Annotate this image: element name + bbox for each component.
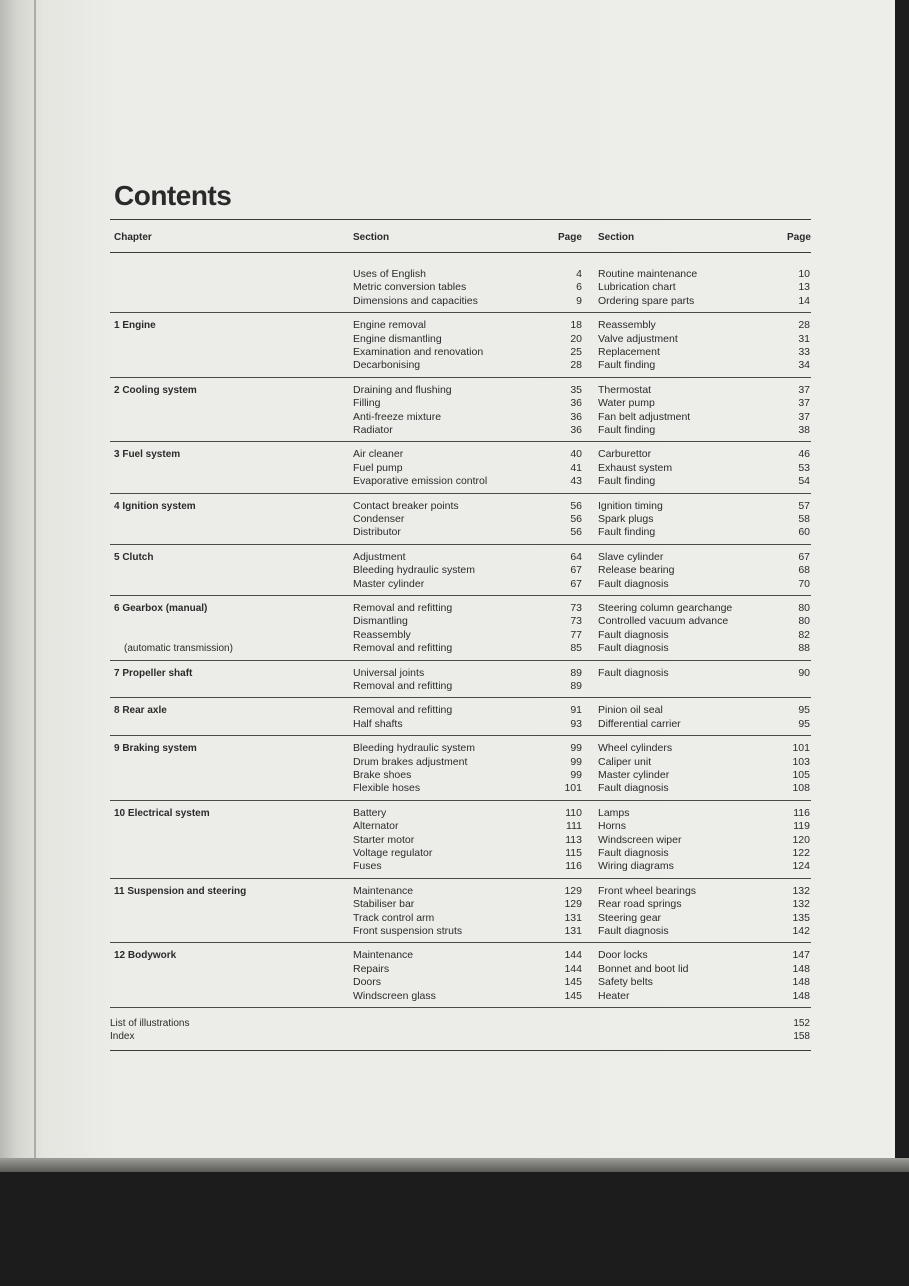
chapter-title: 5 Clutch [114, 551, 154, 563]
page-spine-shadow [34, 0, 36, 1158]
page-number: 67 [798, 550, 810, 563]
section-name: Voltage regulator [353, 846, 433, 859]
footer-page-number: 152 [793, 1017, 810, 1029]
section-name: Safety belts [598, 976, 653, 989]
page-number: 144 [564, 949, 582, 962]
page-number: 116 [565, 860, 582, 873]
page-number: 144 [564, 962, 582, 975]
page-number: 38 [798, 423, 810, 436]
page-number: 132 [792, 898, 810, 911]
page-number: 131 [564, 911, 582, 924]
section-name: Windscreen wiper [598, 833, 682, 846]
section-name: Anti-freeze mixture [353, 410, 442, 423]
footer-page-number: 158 [793, 1030, 810, 1042]
page-number: 142 [792, 924, 810, 937]
section-name: Wheel cylinders [598, 742, 673, 755]
header-page-1: Page [558, 232, 582, 243]
section-name: Fault diagnosis [598, 846, 669, 859]
section-name: Slave cylinder [598, 550, 664, 563]
section-name: Maintenance [353, 949, 414, 962]
section-name: Stabiliser bar [353, 898, 415, 911]
page-number: 145 [564, 976, 582, 989]
page-number: 129 [564, 898, 582, 911]
section-name: Fault diagnosis [598, 577, 669, 590]
page-number: 41 [570, 461, 582, 474]
section-name: Adjustment [353, 550, 406, 563]
chapter-title: 6 Gearbox (manual) [114, 602, 208, 614]
section-name: Air cleaner [353, 448, 404, 461]
page-number: 53 [798, 461, 810, 474]
page-number: 131 [564, 924, 582, 937]
chapter-title: 10 Electrical system [114, 807, 210, 819]
section-name: Dimensions and capacities [353, 294, 478, 307]
section-name: Metric conversion tables [353, 281, 467, 294]
page-number: 80 [798, 601, 810, 614]
page-number: 58 [798, 512, 810, 525]
page-number: 34 [798, 359, 810, 372]
page-number: 89 [570, 679, 582, 692]
section-name: Valve adjustment [598, 332, 678, 345]
section-name: Decarbonising [353, 359, 421, 372]
page-number: 60 [798, 526, 810, 539]
section-name: Lamps [598, 806, 630, 819]
section-name: Examination and renovation [353, 345, 484, 358]
section-name: Brake shoes [353, 768, 412, 781]
chapter-group [110, 494, 811, 545]
page-number: 105 [792, 768, 810, 781]
section-name: Steering gear [598, 911, 662, 924]
chapter-title: 4 Ignition system [114, 500, 196, 512]
page-bottom-edge [0, 1158, 909, 1172]
section-name: Windscreen glass [353, 989, 436, 1002]
page-number: 37 [798, 383, 810, 396]
page-number: 36 [570, 397, 582, 410]
page-number: 37 [798, 410, 810, 423]
section-name: Engine removal [353, 319, 426, 332]
section-name: Contact breaker points [353, 499, 459, 512]
header-page-2: Page [787, 232, 811, 243]
chapter-title: 11 Suspension and steering [114, 885, 247, 897]
page-number: 148 [792, 989, 810, 1002]
page-number: 14 [798, 294, 810, 307]
page-number: 90 [798, 666, 810, 679]
header-section-2: Section [598, 232, 635, 243]
section-name: Battery [353, 806, 387, 819]
chapter-group [110, 698, 811, 736]
section-name: Flexible hoses [353, 782, 421, 795]
page-title: Contents [114, 180, 232, 211]
section-name: Condenser [353, 512, 405, 525]
page-number: 116 [793, 806, 810, 819]
section-name: Uses of English [353, 268, 426, 280]
chapter-group [110, 253, 811, 313]
page-number: 56 [570, 526, 582, 539]
page-number: 122 [792, 846, 810, 859]
chapter-group [110, 442, 811, 493]
footer-entry: List of illustrations [110, 1017, 190, 1029]
table-footer [110, 1008, 811, 1051]
chapter-title: 1 Engine [114, 320, 156, 332]
section-name: Horns [598, 820, 627, 833]
section-name: Reassembly [598, 319, 656, 332]
page-number: 28 [798, 319, 810, 332]
page-number: 148 [792, 962, 810, 975]
section-name: Fault diagnosis [598, 628, 669, 641]
page-number: 124 [792, 860, 810, 873]
page-number: 103 [792, 755, 810, 768]
page-number: 82 [798, 628, 810, 641]
chapter-group [110, 879, 811, 944]
section-name: Distributor [353, 526, 401, 539]
section-name: Fault diagnosis [598, 782, 669, 795]
section-name: Release bearing [598, 564, 675, 577]
section-name: Filling [353, 397, 381, 410]
page-number: 145 [564, 989, 582, 1002]
page-number: 18 [570, 319, 582, 332]
section-name: Fault finding [598, 423, 656, 436]
page-number: 119 [793, 820, 810, 833]
section-name: Controlled vacuum advance [598, 615, 729, 628]
chapter-title: 3 Fuel system [114, 449, 181, 461]
page-number: 88 [798, 642, 810, 655]
section-name: Alternator [353, 820, 399, 833]
chapter-group [110, 545, 811, 596]
page-number: 35 [570, 383, 582, 396]
section-name: Lubrication chart [598, 281, 676, 294]
chapter-group [110, 378, 811, 443]
chapter-group [110, 313, 811, 378]
chapter-title: 7 Propeller shaft [114, 667, 193, 679]
page-number: 101 [564, 782, 582, 795]
section-name: Doors [353, 976, 382, 989]
page-number: 108 [792, 782, 810, 795]
section-name: Fault finding [598, 359, 656, 372]
section-name: Front wheel bearings [598, 884, 697, 897]
section-name: Routine maintenance [598, 268, 698, 280]
page-number: 113 [565, 833, 582, 846]
section-name: Thermostat [598, 383, 652, 396]
section-name: Fuel pump [353, 461, 403, 474]
section-name: Fault finding [598, 526, 656, 539]
page-number: 99 [570, 755, 582, 768]
page-number: 101 [792, 742, 810, 755]
section-name: Fan belt adjustment [598, 410, 691, 423]
page-number: 46 [798, 448, 810, 461]
section-name: Differential carrier [598, 717, 681, 730]
page-number: 70 [798, 577, 810, 590]
section-name: Universal joints [353, 666, 425, 679]
section-name: Maintenance [353, 884, 414, 897]
section-name: Front suspension struts [353, 924, 463, 937]
page-number: 132 [792, 884, 810, 897]
section-name: Master cylinder [353, 577, 425, 590]
section-name: Master cylinder [598, 768, 670, 781]
section-name: Removal and refitting [353, 642, 453, 655]
section-name: Fuses [353, 860, 382, 873]
page-number: 115 [565, 846, 582, 859]
page-number: 40 [570, 448, 582, 461]
section-name: Ordering spare parts [598, 294, 695, 307]
section-name: Ignition timing [598, 499, 663, 512]
section-name: Carburettor [598, 448, 652, 461]
page-number: 67 [570, 564, 582, 577]
page-number: 111 [566, 820, 582, 833]
page-number: 31 [798, 332, 810, 345]
page-number: 120 [792, 833, 810, 846]
section-name: Fault diagnosis [598, 642, 669, 655]
section-name: Fault diagnosis [598, 666, 669, 679]
section-name: Reassembly [353, 628, 411, 641]
page-number: 73 [570, 601, 582, 614]
table-header [110, 219, 811, 253]
page-number: 57 [798, 499, 810, 512]
page-number: 36 [570, 410, 582, 423]
page-number: 148 [792, 976, 810, 989]
chapter-group [110, 596, 811, 661]
chapter-group [110, 801, 811, 879]
page-number: 89 [570, 666, 582, 679]
chapter-groups [110, 253, 811, 1008]
section-name: Heater [598, 989, 630, 1002]
section-name: Spark plugs [598, 512, 654, 525]
section-name: Fault finding [598, 475, 656, 488]
page-number: 56 [570, 512, 582, 525]
header-section-1: Section [353, 232, 390, 243]
page-number: 99 [570, 742, 582, 755]
section-name: Wiring diagrams [598, 860, 674, 873]
page-number: 37 [798, 397, 810, 410]
page-number: 85 [570, 642, 582, 655]
chapter-group [110, 661, 811, 699]
section-name: Replacement [598, 345, 660, 358]
page-number: 56 [570, 499, 582, 512]
section-name: Radiator [353, 423, 393, 436]
page-number: 95 [798, 704, 810, 717]
page-number: 28 [570, 359, 582, 372]
section-name: Starter motor [353, 833, 415, 846]
section-name: Exhaust system [598, 461, 673, 474]
page-number: 43 [570, 475, 582, 488]
section-name: Evaporative emission control [353, 475, 488, 488]
page-number: 147 [792, 949, 810, 962]
page-number: 64 [570, 550, 582, 563]
page-number: 4 [576, 268, 582, 280]
section-name: Bleeding hydraulic system [353, 742, 475, 755]
section-name: Removal and refitting [353, 704, 453, 717]
page-number: 20 [570, 332, 582, 345]
section-name: Rear road springs [598, 898, 682, 911]
page-number: 77 [570, 628, 582, 641]
section-name: Drum brakes adjustment [353, 755, 468, 768]
page-number: 91 [570, 704, 582, 717]
footer-entry: Index [110, 1030, 135, 1042]
section-name: Water pump [598, 397, 655, 410]
page-number: 9 [576, 294, 582, 307]
page-number: 36 [570, 423, 582, 436]
page-number: 54 [798, 475, 810, 488]
page-number: 129 [564, 884, 582, 897]
page-number: 95 [798, 717, 810, 730]
section-name: Removal and refitting [353, 679, 453, 692]
page-number: 80 [798, 615, 810, 628]
header-chapter: Chapter [114, 232, 152, 243]
section-name: Removal and refitting [353, 601, 453, 614]
section-name: Dismantling [353, 615, 408, 628]
page-number: 110 [565, 806, 582, 819]
section-name: Steering column gearchange [598, 601, 733, 614]
chapter-group [110, 943, 811, 1008]
page-number: 25 [570, 345, 582, 358]
page-number [765, 680, 810, 693]
chapter-title: 8 Rear axle [114, 705, 167, 717]
page-number: 13 [798, 281, 810, 294]
section-name: Repairs [353, 962, 390, 975]
page-number: 10 [798, 268, 810, 280]
page-number: 68 [798, 564, 810, 577]
page-number: 6 [576, 281, 582, 294]
page-number: 93 [570, 717, 582, 730]
section-name: Track control arm [353, 911, 435, 924]
page-number: 99 [570, 768, 582, 781]
chapter-title: 9 Braking system [114, 743, 197, 755]
section-name: Bleeding hydraulic system [353, 564, 475, 577]
section-name: Draining and flushing [353, 383, 452, 396]
section-name: Bonnet and boot lid [598, 962, 689, 975]
page-number: 33 [798, 345, 810, 358]
section-name: Caliper unit [598, 755, 652, 768]
chapter-group [110, 736, 811, 801]
section-name: Engine dismantling [353, 332, 442, 345]
page-number: 67 [570, 577, 582, 590]
section-name: Half shafts [353, 717, 403, 730]
chapter-subtitle: (automatic transmission) [124, 643, 233, 655]
section-name: Fault diagnosis [598, 924, 669, 937]
section-name: Pinion oil seal [598, 704, 663, 717]
section-name: Door locks [598, 949, 648, 962]
chapter-title: 12 Bodywork [114, 950, 177, 962]
page-number: 73 [570, 615, 582, 628]
chapter-title: 2 Cooling system [114, 384, 197, 396]
page-number: 135 [792, 911, 810, 924]
contents-table [110, 219, 811, 1051]
